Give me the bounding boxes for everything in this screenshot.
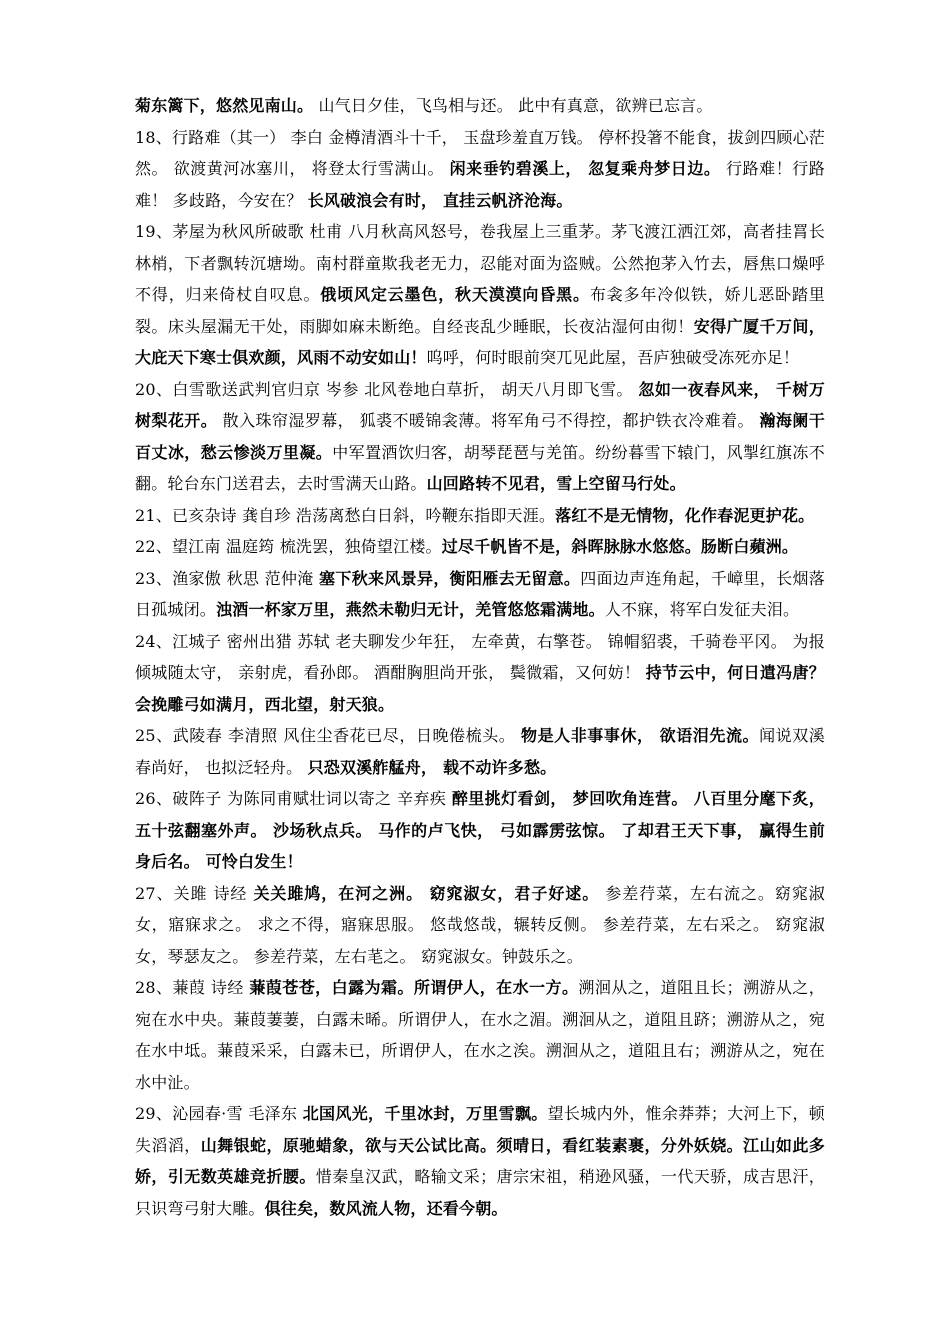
verse-text: 21、已亥杂诗 龚自珍 浩荡离愁白日斜，吟鞭东指即天涯。 xyxy=(135,505,556,525)
verse-text: 23、渔家傲 秋思 范仲淹 xyxy=(135,568,320,588)
poem-paragraph xyxy=(135,878,825,973)
verse-text: 18、行路难（其一） 李白 金樽清酒斗十千， 玉盘珍羞直万钱。 停杯投箸不能食，拔剑四顾心茫然。 欲渡黄河冰塞川， 将登太行雪满山。 xyxy=(135,127,825,178)
poem-paragraph xyxy=(135,1098,825,1224)
verse-text: 惜秦皇汉武，略输文采；唐宗宋祖，稍逊风骚，一代天骄，成吉思汗，只识弯弓射大雕。 xyxy=(135,1167,826,1218)
poem-paragraph xyxy=(135,626,825,721)
verse-text: 中军置酒饮归客，胡琴琵琶与羌笛。纷纷暮雪下辕门，风掣红旗冻不翻。轮台东门送君去，去时雪满天山路。 xyxy=(135,442,825,493)
poem-paragraph xyxy=(135,972,825,1098)
bold-verse-text: 过尽千帆皆不是，斜晖脉脉水悠悠。肠断白蘋洲。 xyxy=(441,537,799,556)
bold-verse-text: 俱往矣，数风流人物，还看今朝。 xyxy=(264,1198,508,1218)
verse-text: 行路难！行路难！ 多歧路，今安在？ xyxy=(135,159,825,210)
poem-text-body xyxy=(135,90,825,1224)
poem-paragraph xyxy=(135,90,825,122)
bold-verse-text: 落红不是无情物，化作春泥更护花。 xyxy=(555,505,815,525)
bold-verse-text: 瀚海阑干百丈冰，愁云惨淡万里凝。 xyxy=(135,411,825,462)
bold-verse-text: 山回路转不见君，雪上空留马行处。 xyxy=(426,474,686,493)
poem-paragraph xyxy=(135,500,825,532)
poem-paragraph xyxy=(135,122,825,217)
bold-verse-text: 长风破浪会有时， 直挂云帆济沧海。 xyxy=(307,190,573,210)
verse-text: 22、望江南 温庭筠 梳洗罢，独倚望江楼。 xyxy=(135,537,442,556)
verse-text: 四面边声连角起，千嶂里，长烟落日孤城闭。 xyxy=(135,568,825,619)
verse-text: 29、沁园春·雪 毛泽东 xyxy=(135,1104,303,1123)
bold-verse-text: 蒹葭苍苍，白露为霜。所谓伊人，在水一方。 xyxy=(249,978,579,997)
verse-text: 19、茅屋为秋风所破歌 杜甫 八月秋高风怒号，卷我屋上三重茅。茅飞渡江洒江郊，高者挂罥长林梢，下者飘转沉塘坳。南村群童欺我老无力，忍能对面为盗贼。公然抱茅入竹去，唇焦口燥呼不得，归来倚杖自叹息。 xyxy=(135,222,825,304)
verse-text: 参差荇菜，左右流之。窈窕淑女，寤寐求之。 求之不得，寤寐思服。 悠哉悠哉，辗转反侧。 参差荇菜，左右采之。 窈窕淑女，琴瑟友之。 参差荇菜，左右芼之。 窈窕淑女。钟鼓乐之。 xyxy=(135,883,825,966)
verse-text: 人不寐，将军白发征夫泪。 xyxy=(604,600,800,619)
bold-verse-text: 忽如一夜春风来， 千树万树梨花开。 xyxy=(135,379,825,430)
poem-paragraph xyxy=(135,216,825,374)
verse-text: 布衾多年冷似铁，娇儿恶卧踏里裂。床头屋漏无干处，雨脚如麻未断绝。自经丧乱少睡眠，长夜沾湿何由彻！ xyxy=(135,285,825,336)
poem-paragraph xyxy=(135,720,825,783)
verse-text: 溯洄从之，道阻且长；溯游从之，宛在水中央。蒹葭萋萋，白露未晞。所谓伊人，在水之湄。溯洄从之，道阻且跻；溯游从之，宛在水中坻。蒹葭采采，白露未已，所谓伊人，在水之涘。溯洄从之，道阻且右；溯游从之，宛在水中沚。 xyxy=(135,978,825,1092)
bold-verse-text: 持节云中，何日遣冯唐？会挽雕弓如满月，西北望，射天狼。 xyxy=(135,663,825,714)
bold-verse-text: 物是人非事事休， 欲语泪先流。 xyxy=(521,726,760,745)
verse-text: 山气日夕佳，飞鸟相与还。 此中有真意，欲辨已忘言。 xyxy=(313,96,713,115)
verse-text: 25、武陵春 李清照 风住尘香花已尽，日晚倦梳头。 xyxy=(135,726,521,745)
poem-paragraph xyxy=(135,531,825,563)
verse-text: 散入珠帘湿罗幕， 狐裘不暖锦衾薄。将军角弓不得控，都护铁衣冷难着。 xyxy=(217,411,760,430)
bold-verse-text: 北国风光，千里冰封，万里雪飘。 xyxy=(302,1104,548,1123)
verse-text: 望长城内外，惟余莽莽；大河上下，顿失滔滔， xyxy=(135,1104,825,1155)
verse-text: 28、蒹葭 诗经 xyxy=(135,978,250,997)
bold-verse-text: 关关雎鸠，在河之洲。 窈窕淑女，君子好逑。 xyxy=(253,883,600,903)
poem-paragraph xyxy=(135,374,825,500)
verse-text: 26、破阵子 为陈同甫赋壮词以寄之 辛弃疾 xyxy=(135,789,452,808)
verse-text: 24、江城子 密州出猎 苏轼 老夫聊发少年狂， 左牵黄，右擎苍。 锦帽貂裘，千骑卷平冈。 为报倾城随太守， 亲射虎，看孙郎。 酒酣胸胆尚开张， 鬓微霜，又何妨！ xyxy=(135,631,825,682)
bold-verse-text: 俄顷风定云墨色，秋天漠漠向昏黑。 xyxy=(320,285,590,304)
verse-text: 呜呼，何时眼前突兀见此屋，吾庐独破受冻死亦足！ xyxy=(426,348,800,367)
verse-text: 27、关雎 诗经 xyxy=(135,883,254,903)
bold-verse-text: 菊东篱下，悠然见南山。 xyxy=(135,96,314,115)
verse-text: 闻说双溪春尚好， 也拟泛轻舟。 xyxy=(135,726,825,777)
poem-paragraph xyxy=(135,563,825,626)
bold-verse-text: 醉里挑灯看剑， 梦回吹角连营。 八百里分麾下炙， 五十弦翻塞外声。 沙场秋点兵。 马作的卢飞快， 弓如霹雳弦惊。 了却君王天下事， 赢得生前身后名。 可怜白发生！ xyxy=(135,789,825,871)
bold-verse-text: 安得广厦千万间，大庇天下寒士俱欢颜，风雨不动安如山！ xyxy=(135,316,825,367)
bold-verse-text: 只恐双溪舴艋舟， 载不动许多愁。 xyxy=(307,757,557,777)
bold-verse-text: 塞下秋来风景异，衡阳雁去无留意。 xyxy=(319,568,581,588)
bold-verse-text: 闲来垂钓碧溪上， 忽复乘舟梦日边。 xyxy=(449,159,721,178)
bold-verse-text: 浊酒一杯家万里，燕然未勒归无计，羌管悠悠霜满地。 xyxy=(216,600,605,619)
verse-text: 20、白雪歌送武判官归京 岑参 北风卷地白草折， 胡天八月即飞雪。 xyxy=(135,379,639,399)
poem-paragraph xyxy=(135,783,825,878)
bold-verse-text: 山舞银蛇，原驰蜡象，欲与天公试比高。须晴日，看红装素裹，分外妖娆。江山如此多娇，引无数英雄竞折腰。 xyxy=(135,1135,825,1186)
